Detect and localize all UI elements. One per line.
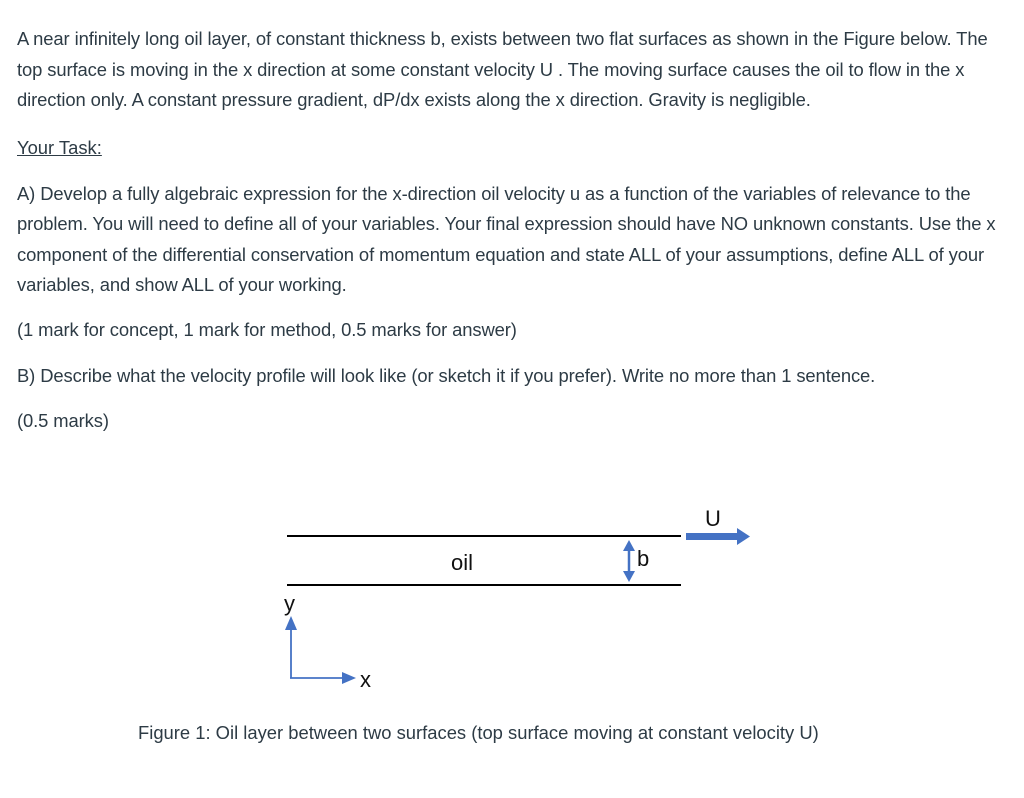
x-axis-arrow-icon [342, 672, 356, 684]
thickness-label: b [637, 546, 650, 571]
y-axis-arrow-icon [285, 616, 297, 630]
velocity-arrow-head [737, 528, 750, 545]
thickness-arrow-head-down [623, 571, 635, 582]
velocity-label: U [705, 506, 721, 531]
part-b-text: B) Describe what the velocity profile will look like (or sketch it if you prefer). Write no more than 1 sentence. [17, 365, 876, 386]
figure-caption: Figure 1: Oil layer between two surfaces (top surface moving at constant velocity U) [138, 722, 819, 743]
problem-intro: A near infinitely long oil layer, of constant thickness b, exists between two flat surfaces as shown in the Figure below. The top surface is moving in the x direction at some constant velocity U . The moving surface causes the oil to flow in the x direction only. A constant pressure gradient, dP/dx exists along the x direction. Gravity is negligible. [17, 28, 988, 110]
part-a-marks: (1 mark for concept, 1 mark for method, 0.5 marks for answer) [17, 318, 517, 340]
y-axis-label: y [284, 591, 295, 616]
oil-label: oil [451, 550, 474, 575]
velocity-arrow-shaft [686, 533, 738, 540]
part-a-text: A) Develop a fully algebraic expression for the x-direction oil velocity u as a function of the variables of relevance to the problem. You will need to define all of your variables. Your final expression should have NO unknown constants. Use the x component of the differential conservation of momentum equation and state ALL of your assumptions, define ALL of your variables, and show ALL of your working. [17, 182, 996, 295]
thickness-arrow-head-up [623, 540, 635, 551]
part-b-marks: (0.5 marks) [17, 409, 109, 431]
x-axis-label: x [360, 667, 371, 692]
task-heading-text: Your Task: [17, 136, 102, 158]
